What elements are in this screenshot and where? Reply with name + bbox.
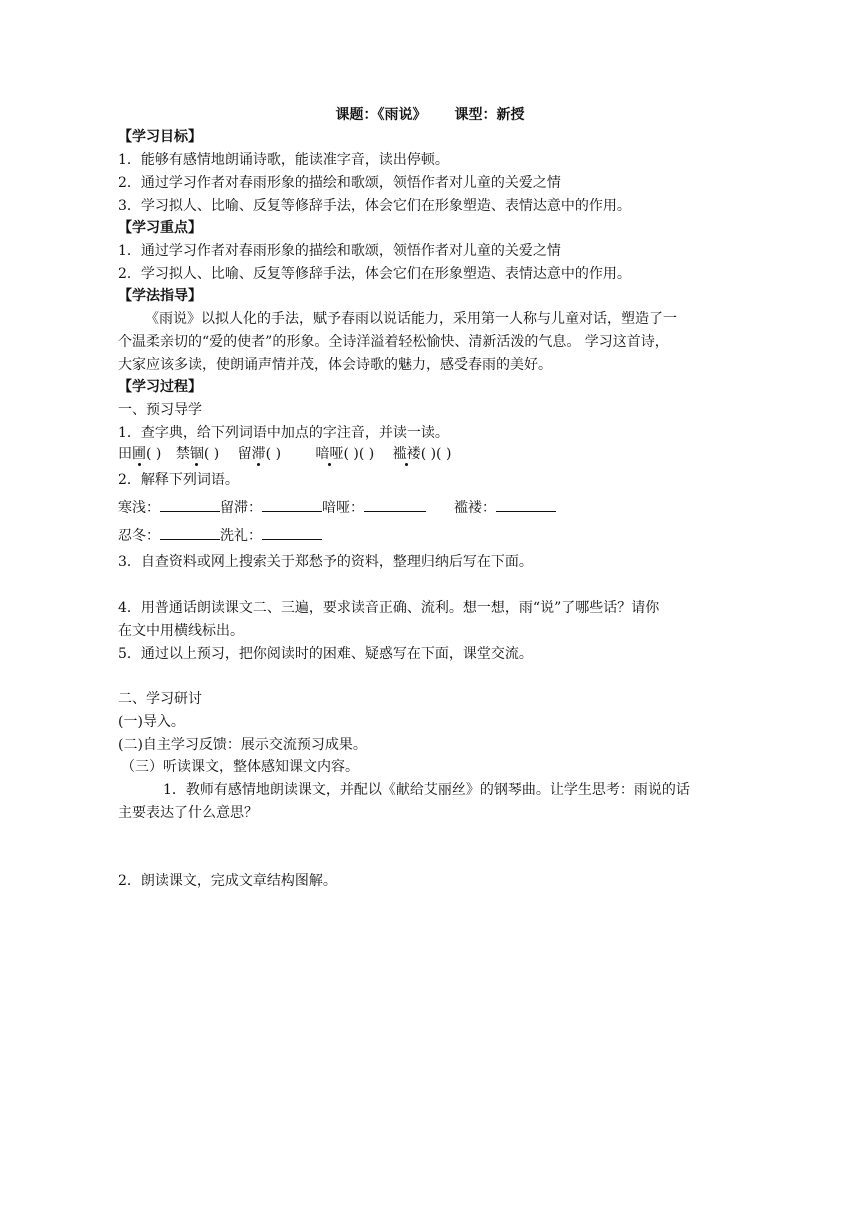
definition-row (118, 497, 556, 518)
answer-blank[interactable] (262, 497, 322, 512)
lesson-type: 课型：新授 (454, 107, 525, 123)
section-study-heading: 二、学习研讨 (118, 691, 202, 707)
pinyin-word: 留滞( ) (237, 446, 282, 462)
study-item: (二)自主学习反馈：展示交流预习成果。 (118, 737, 367, 753)
pinyin-word: 喑哑( )( ) (315, 446, 375, 462)
pinyin-blank[interactable]: ( )( ) (343, 446, 375, 462)
question-4-line: 在文中用横线标出。 (118, 623, 244, 639)
section-preview-heading: 一、预习导学 (118, 402, 202, 418)
definition-row (118, 525, 322, 546)
process-heading: 【学习过程】 (118, 379, 202, 395)
pinyin-blank[interactable]: ( ) (265, 446, 282, 462)
study-question-1-line: 主要表达了什么意思？ (118, 805, 258, 821)
answer-blank[interactable] (364, 497, 426, 512)
pinyin-word: 禁锢( ) (175, 446, 220, 462)
objective-item: 3．学习拟人、比喻、反复等修辞手法，体会它们在形象塑造、表情达意中的作用。 (118, 198, 631, 214)
study-question-1-line: 1．教师有感情地朗读课文，并配以《献给艾丽丝》的钢琴曲。让学生思考：雨说的话 (163, 782, 690, 798)
pinyin-word-list (118, 444, 451, 464)
question-1: 1．查字典，给下列词语中加点的字注音，并读一读。 (118, 425, 449, 441)
question-3: 3．自查资料或网上搜索关于郑愁予的资料，整理归纳后写在下面。 (118, 554, 533, 570)
objective-item: 1．能够有感情地朗诵诗歌，能读准字音，读出停顿。 (118, 152, 449, 168)
term-label: 忍冬： (118, 528, 160, 544)
objective-item: 2．通过学习作者对春雨形象的描绘和歌颂，领悟作者对儿童的关爱之情 (118, 175, 561, 191)
study-question-2: 2．朗读课文，完成文章结构图解。 (118, 873, 337, 889)
question-5: 5．通过以上预习，把你阅读时的困难、疑惑写在下面，课堂交流。 (118, 646, 533, 662)
method-paragraph-line: 《雨说》以拟人化的手法，赋予春雨以说话能力，采用第一人称与儿童对话，塑造了一 (145, 311, 677, 327)
answer-blank[interactable] (262, 525, 322, 540)
term-label: 留滞： (220, 500, 262, 516)
pinyin-blank[interactable]: ( )( ) (420, 446, 452, 462)
key-points-heading: 【学习重点】 (118, 220, 202, 236)
study-item: (一)导入。 (118, 714, 185, 730)
term-label: 喑哑： (322, 500, 364, 516)
question-2: 2．解释下列词语。 (118, 472, 239, 488)
answer-blank[interactable] (160, 497, 220, 512)
study-item: （三）听读课文，整体感知课文内容。 (121, 759, 359, 775)
method-heading: 【学法指导】 (118, 288, 202, 304)
pinyin-blank[interactable]: ( ) (146, 446, 162, 462)
lesson-topic: 课题：《雨说》 (335, 107, 427, 123)
term-label: 洗礼： (220, 528, 262, 544)
method-paragraph-line: 大家应该多读，使朗诵声情并茂，体会诗歌的魅力，感受春雨的美好。 (118, 357, 552, 373)
answer-blank[interactable] (496, 497, 556, 512)
answer-blank[interactable] (160, 525, 220, 540)
pinyin-word: 田圃( ) (118, 446, 162, 462)
key-point-item: 1．通过学习作者对春雨形象的描绘和歌颂，领悟作者对儿童的关爱之情 (118, 243, 561, 259)
pinyin-blank[interactable]: ( ) (203, 446, 220, 462)
term-label: 褴褛： (454, 500, 496, 516)
objectives-heading: 【学习目标】 (118, 129, 202, 145)
method-paragraph-line: 个温柔亲切的“爱的使者”的形象。全诗洋溢着轻松愉快、清新活泼的气息。 学习这首诗， (118, 334, 669, 350)
key-point-item: 2．学习拟人、比喻、反复等修辞手法，体会它们在形象塑造、表情达意中的作用。 (118, 266, 631, 282)
question-4-line: 4．用普通话朗读课文二、三遍，要求读音正确、流利。想一想，雨“说”了哪些话？请你 (118, 600, 660, 616)
page-title (0, 105, 860, 125)
pinyin-word: 褴褛( )( ) (392, 446, 452, 462)
term-label: 寒浅： (118, 500, 160, 516)
